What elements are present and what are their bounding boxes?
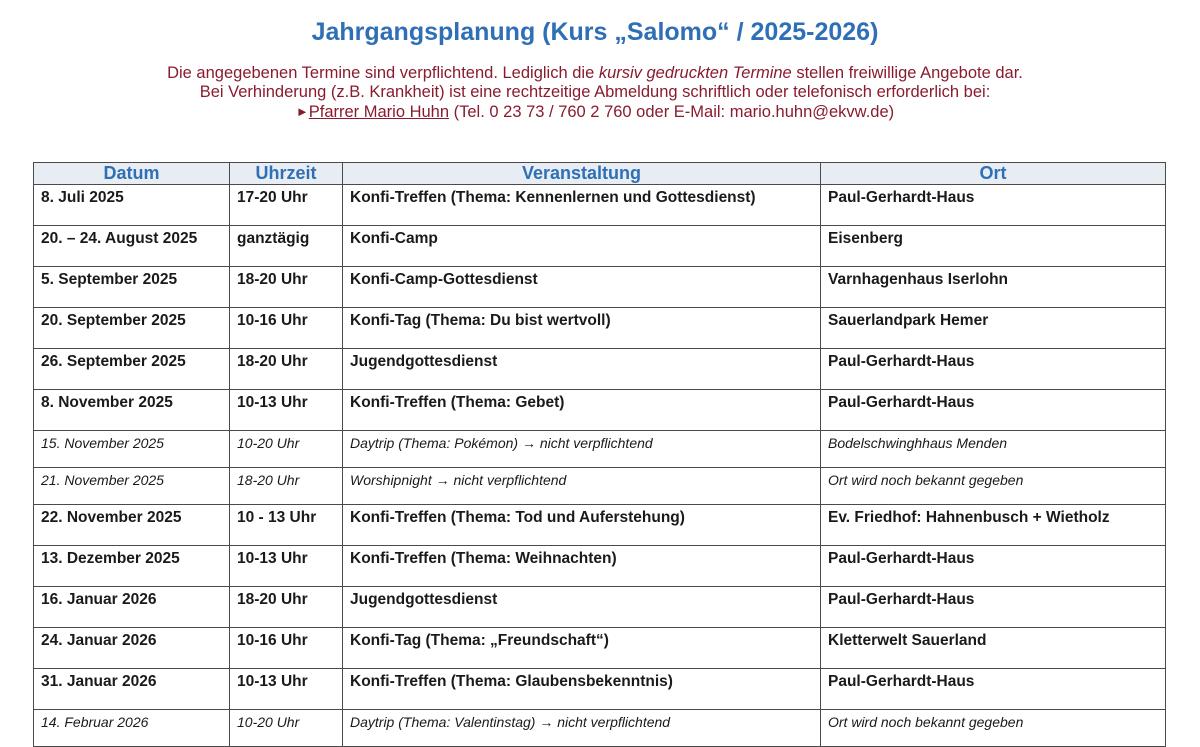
cell-place: Paul-Gerhardt-Haus — [821, 349, 1166, 390]
cell-event: Konfi-Treffen (Thema: Gebet) — [343, 390, 821, 431]
cell-event: Konfi-Treffen (Thema: Kennenlernen und Gottesdienst) — [343, 185, 821, 226]
cell-event: Daytrip (Thema: Valentinstag) → nicht verpflichtend — [343, 710, 821, 747]
contact-details: (Tel. 0 23 73 / 760 2 760 oder E-Mail: mario.huhn@ekvw.de) — [449, 103, 895, 121]
cell-time: 10 - 13 Uhr — [230, 505, 343, 546]
cell-event: Jugendgottesdienst — [343, 349, 821, 390]
cell-event: Konfi-Tag (Thema: Du bist wertvoll) — [343, 308, 821, 349]
cell-time: 18-20 Uhr — [230, 587, 343, 628]
cell-date: 8. November 2025 — [34, 390, 230, 431]
column-header-place: Ort — [821, 163, 1166, 185]
column-header-time: Uhrzeit — [230, 163, 343, 185]
intro-text — [0, 64, 1190, 122]
cell-place: Sauerlandpark Hemer — [821, 308, 1166, 349]
contact-name: Pfarrer Mario Huhn — [308, 103, 450, 121]
cell-date: 26. September 2025 — [34, 349, 230, 390]
schedule-table — [33, 162, 1166, 747]
cell-date: 8. Juli 2025 — [34, 185, 230, 226]
table-row — [34, 587, 1166, 628]
cell-time: 10-13 Uhr — [230, 669, 343, 710]
cell-date: 20. – 24. August 2025 — [34, 226, 230, 267]
table-row-optional — [34, 468, 1166, 505]
table-row — [34, 226, 1166, 267]
cell-place: Eisenberg — [821, 226, 1166, 267]
cell-event: Konfi-Camp — [343, 226, 821, 267]
table-row — [34, 390, 1166, 431]
cell-date: 15. November 2025 — [34, 431, 230, 468]
cell-event: Konfi-Tag (Thema: „Freundschaft“) — [343, 628, 821, 669]
table-row — [34, 669, 1166, 710]
intro-line-1-italic: kursiv gedruckten Termine — [598, 64, 792, 82]
column-header-event: Veranstaltung — [343, 163, 821, 185]
cell-time: 17-20 Uhr — [230, 185, 343, 226]
table-row — [34, 505, 1166, 546]
cell-place: Paul-Gerhardt-Haus — [821, 669, 1166, 710]
table-row — [34, 308, 1166, 349]
table-row — [34, 267, 1166, 308]
contact-line — [0, 102, 1190, 122]
cell-time: 10-16 Uhr — [230, 628, 343, 669]
cell-time: 10-13 Uhr — [230, 390, 343, 431]
cell-event: Konfi-Treffen (Thema: Weihnachten) — [343, 546, 821, 587]
cell-time: 10-16 Uhr — [230, 308, 343, 349]
cell-place: Ort wird noch bekannt gegeben — [821, 710, 1166, 747]
cell-place: Paul-Gerhardt-Haus — [821, 546, 1166, 587]
page-title: Jahrgangsplanung (Kurs „Salomo“ / 2025-2026) — [311, 18, 879, 46]
table-row-optional — [34, 710, 1166, 747]
cell-place: Varnhagenhaus Iserlohn — [821, 267, 1166, 308]
cell-time: ganztägig — [230, 226, 343, 267]
cell-date: 24. Januar 2026 — [34, 628, 230, 669]
cell-event: Worshipnight → nicht verpflichtend — [343, 468, 821, 505]
cell-time: 18-20 Uhr — [230, 468, 343, 505]
cell-time: 18-20 Uhr — [230, 349, 343, 390]
cell-date: 22. November 2025 — [34, 505, 230, 546]
table-row — [34, 546, 1166, 587]
cell-date: 21. November 2025 — [34, 468, 230, 505]
table-row-optional — [34, 431, 1166, 468]
cell-place: Paul-Gerhardt-Haus — [821, 185, 1166, 226]
cell-place: Paul-Gerhardt-Haus — [821, 587, 1166, 628]
intro-line-2: Bei Verhinderung (z.B. Krankheit) ist eine rechtzeitige Abmeldung schriftlich oder telefonisch erforderlich bei: — [199, 83, 991, 101]
cell-time: 10-20 Uhr — [230, 431, 343, 468]
cell-event: Daytrip (Thema: Pokémon) → nicht verpflichtend — [343, 431, 821, 468]
cell-date: 5. September 2025 — [34, 267, 230, 308]
cell-place: Kletterwelt Sauerland — [821, 628, 1166, 669]
intro-line-1 — [0, 64, 1190, 83]
cell-time: 10-13 Uhr — [230, 546, 343, 587]
table-row — [34, 628, 1166, 669]
table-row — [34, 185, 1166, 226]
intro-line-1-end: stellen freiwillige Angebote dar. — [791, 64, 1023, 82]
intro-line-1-start: Die angegebenen Termine sind verpflichtend. Lediglich die — [167, 64, 599, 82]
table-row — [34, 349, 1166, 390]
cell-date: 31. Januar 2026 — [34, 669, 230, 710]
cell-date: 13. Dezember 2025 — [34, 546, 230, 587]
cell-event: Konfi-Camp-Gottesdienst — [343, 267, 821, 308]
cell-date: 20. September 2025 — [34, 308, 230, 349]
cell-place: Ort wird noch bekannt gegeben — [821, 468, 1166, 505]
cell-event: Jugendgottesdienst — [343, 587, 821, 628]
table-header-row — [34, 163, 1166, 185]
cell-place: Bodelschwinghhaus Menden — [821, 431, 1166, 468]
cell-place: Ev. Friedhof: Hahnenbusch + Wietholz — [821, 505, 1166, 546]
cell-place: Paul-Gerhardt-Haus — [821, 390, 1166, 431]
cell-date: 14. Februar 2026 — [34, 710, 230, 747]
cell-event: Konfi-Treffen (Thema: Tod und Auferstehung) — [343, 505, 821, 546]
arrow-right-icon: ► — [295, 104, 309, 119]
cell-time: 10-20 Uhr — [230, 710, 343, 747]
column-header-date: Datum — [34, 163, 230, 185]
cell-date: 16. Januar 2026 — [34, 587, 230, 628]
cell-event: Konfi-Treffen (Thema: Glaubensbekenntnis) — [343, 669, 821, 710]
cell-time: 18-20 Uhr — [230, 267, 343, 308]
